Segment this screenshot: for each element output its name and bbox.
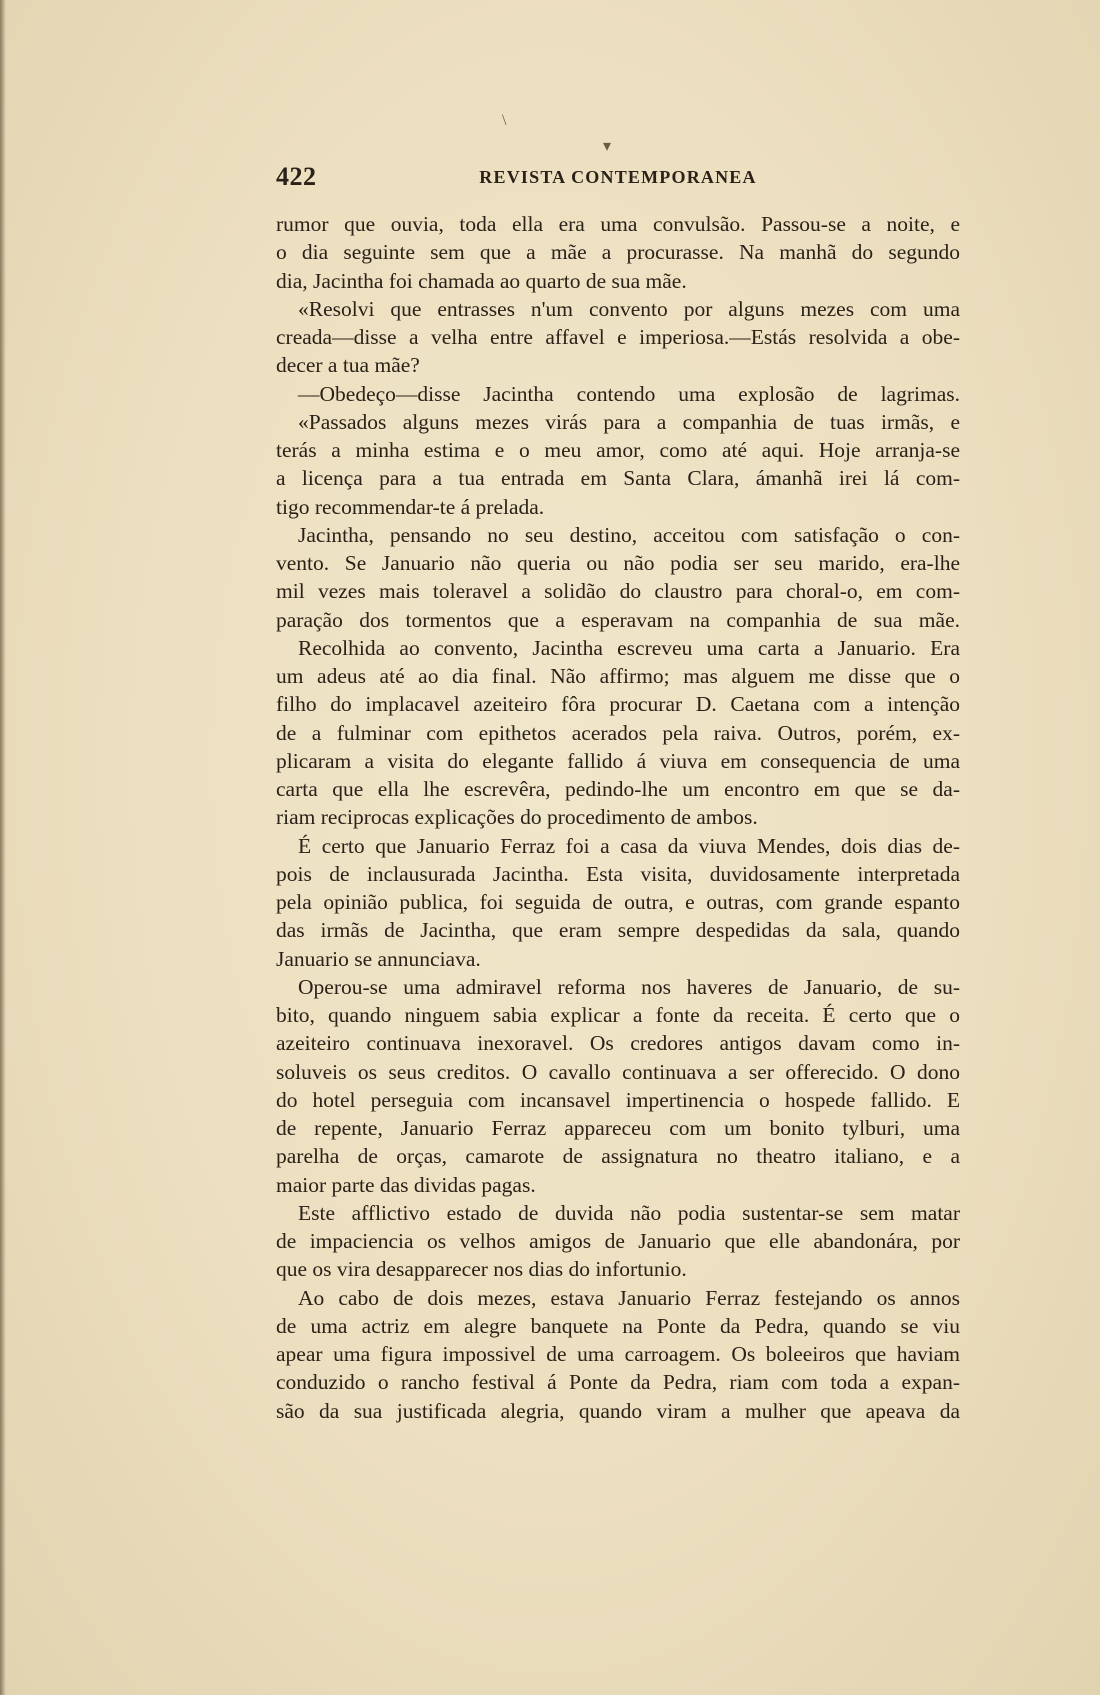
- text-line: plicaram a visita do elegante fallido á viuva em consequencia de uma: [276, 748, 960, 773]
- text-line: são da sua justificada alegria, quando viram a mulher que apeava da: [276, 1398, 960, 1423]
- text-line: de repente, Januario Ferraz appareceu com um bonito tylburi, uma: [276, 1116, 960, 1140]
- text-line: rumor que ouvia, toda ella era uma convulsão. Passou-se a noite, e: [276, 212, 960, 236]
- text-line: um adeus até ao dia final. Não affirmo; mas alguem me disse que o: [276, 664, 960, 688]
- text-line: pois de inclausurada Jacintha. Esta visita, duvidosamente interpretada: [276, 861, 960, 886]
- text-line: de a fulminar com epithetos acerados pela raiva. Outros, porém, ex-: [276, 720, 960, 745]
- text-line: de impaciencia os velhos amigos de Januario que elle abandonára, por: [276, 1229, 960, 1253]
- text-line: Este afflictivo estado de duvida não podia sustentar-se sem matar: [298, 1200, 960, 1225]
- text-line: —Obedeço—disse Jacintha contendo uma explosão de lagrimas.: [298, 381, 960, 406]
- page-header: [276, 162, 960, 194]
- text-line: que os vira desapparecer nos dias do infortunio.: [276, 1257, 687, 1282]
- text-line: tigo recommendar-te á prelada.: [276, 494, 545, 519]
- text-line: mil vezes mais toleravel a solidão do claustro para choral-o, em com-: [276, 579, 960, 604]
- text-line: Operou-se uma admiravel reforma nos haveres de Januario, de su-: [298, 974, 960, 999]
- text-line: dia, Jacintha foi chamada ao quarto de sua mãe.: [276, 268, 687, 293]
- running-title: REVISTA CONTEMPORANEA: [479, 167, 757, 187]
- text-line: de uma actriz em alegre banquete na Ponte da Pedra, quando se viu: [276, 1313, 960, 1338]
- text-line: das irmãs de Jacintha, que eram sempre despedidas da sala, quando: [276, 918, 960, 943]
- text-line: filho do implacavel azeiteiro fôra procurar D. Caetana com a intenção: [276, 692, 960, 717]
- text-line: Ao cabo de dois mezes, estava Januario Ferraz festejando os annos: [298, 1285, 960, 1310]
- text-line: pela opinião publica, foi seguida de outra, e outras, com grande espanto: [276, 890, 960, 914]
- text-line: creada—disse a velha entre affavel e imperiosa.—Estás resolvida a obe-: [276, 325, 960, 349]
- text-line: o dia seguinte sem que a mãe a procurasse. Na manhã do segundo: [276, 240, 960, 265]
- text-line: a licença para a tua entrada em Santa Clara, ámanhã irei lá com-: [276, 466, 960, 491]
- ink-speck: \: [502, 112, 507, 129]
- text-line: bito, quando ninguem sabia explicar a fonte da receita. É certo que o: [276, 1003, 960, 1027]
- page-number: 422: [276, 162, 317, 191]
- text-line: conduzido o rancho festival á Ponte da Pedra, riam com toda a expan-: [276, 1370, 960, 1395]
- page-binding-edge: [0, 0, 6, 1695]
- text-line: «Passados alguns mezes virás para a companhia de tuas irmãs, e: [298, 409, 960, 434]
- body-text: [276, 210, 960, 1425]
- text-line: Januario se annunciava.: [276, 946, 481, 971]
- text-line: decer a tua mãe?: [276, 353, 420, 378]
- text-line: apear uma figura impossivel de uma carroagem. Os boleeiros que haviam: [276, 1342, 960, 1366]
- text-line: carta que ella lhe escrevêra, pedindo-lhe um encontro em que se da-: [276, 777, 960, 801]
- text-line: soluveis os seus creditos. O cavallo continuava a ser offerecido. O dono: [276, 1059, 960, 1084]
- text-line: Recolhida ao convento, Jacintha escreveu uma carta a Januario. Era: [298, 635, 960, 660]
- text-line: Jacintha, pensando no seu destino, acceitou com satisfação o con-: [298, 522, 960, 547]
- text-line: É certo que Januario Ferraz foi a casa da viuva Mendes, dois dias de-: [298, 833, 960, 858]
- text-line: parelha de orças, camarote de assignatura no theatro italiano, e a: [276, 1144, 960, 1169]
- text-line: vento. Se Januario não queria ou não podia ser seu marido, era-lhe: [276, 551, 960, 575]
- text-line: maior parte das dividas pagas.: [276, 1172, 536, 1197]
- text-line: riam reciprocas explicações do procedimento de ambos.: [276, 805, 758, 830]
- text-line: do hotel perseguia com incansavel impertinencia o hospede fallido. E: [276, 1087, 960, 1112]
- text-line: paração dos tormentos que a esperavam na companhia de sua mãe.: [276, 607, 960, 632]
- text-line: azeiteiro continuava inexoravel. Os credores antigos davam como in-: [276, 1031, 960, 1056]
- text-line: terás a minha estima e o meu amor, como até aqui. Hoje arranja-se: [276, 438, 960, 462]
- text-line: «Resolvi que entrasses n'um convento por alguns mezes com uma: [298, 296, 960, 321]
- ink-speck: ▾: [603, 138, 612, 155]
